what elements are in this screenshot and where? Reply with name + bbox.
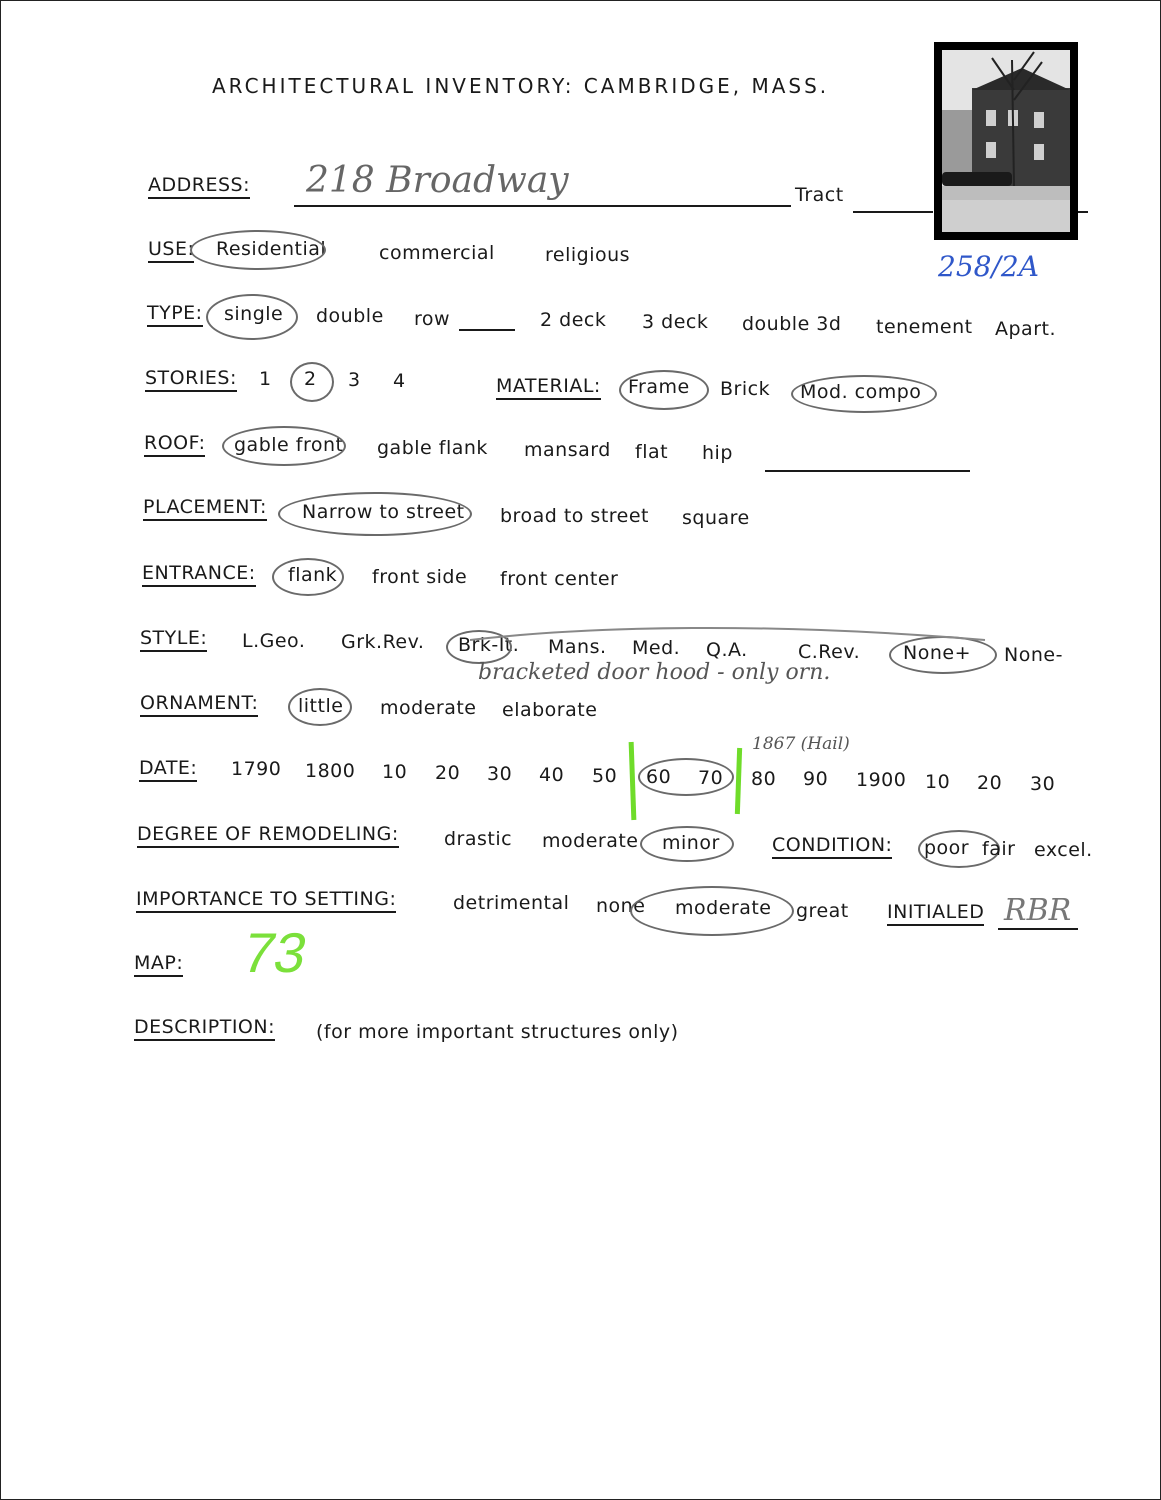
date-option: 20 (435, 762, 461, 784)
roof-option-hip: hip (702, 442, 733, 464)
date-option: 20 (977, 772, 1003, 794)
entrance-label: ENTRANCE: (142, 562, 256, 587)
ornament-option-moderate: moderate (380, 697, 477, 719)
type-option-double: double (316, 305, 384, 327)
date-option: 70 (698, 767, 724, 789)
date-option: 80 (751, 768, 777, 790)
roof-option-gable-flank: gable flank (377, 437, 488, 459)
address-value: 218 Broadway (306, 160, 569, 201)
initialed-line (998, 928, 1078, 930)
map-value: 73 (237, 921, 313, 984)
description-note: (for more important structures only) (316, 1021, 679, 1043)
selection-circle (791, 375, 937, 413)
building-photo (934, 42, 1078, 240)
selection-circle (206, 294, 298, 340)
selection-circle (638, 758, 734, 796)
style-option-qa: Q.A. (706, 639, 748, 661)
roof-option-flat: flat (635, 441, 669, 463)
type-label: TYPE: (147, 302, 203, 327)
selection-circle (278, 492, 472, 536)
placement-option-narrow: Narrow to street (302, 501, 465, 523)
importance-label: IMPORTANCE TO SETTING: (136, 888, 396, 913)
stories-option-2: 2 (304, 368, 317, 390)
stories-option-3: 3 (348, 369, 361, 391)
date-option: 1790 (231, 758, 282, 780)
initialed-value: RBR (1004, 893, 1072, 928)
photo-reference: 258/2A (938, 250, 1039, 283)
style-option-grk-rev: Grk.Rev. (341, 631, 425, 653)
style-option-none-minus: None- (1004, 644, 1063, 666)
use-option-residential: Residential (216, 238, 327, 260)
date-option: 1900 (856, 769, 907, 791)
ornament-option-little: little (298, 695, 344, 717)
selection-circle (290, 362, 334, 402)
condition-option-fair: fair (982, 838, 1016, 860)
condition-label: CONDITION: (772, 834, 892, 859)
date-option: 40 (539, 764, 565, 786)
selection-circle (190, 230, 326, 270)
roof-option-mansard: mansard (524, 439, 611, 461)
date-option: 30 (487, 763, 513, 785)
entrance-option-front-center: front center (500, 568, 619, 590)
date-option: 30 (1030, 773, 1056, 795)
use-option-commercial: commercial (379, 242, 495, 264)
roof-label: ROOF: (144, 432, 205, 457)
roof-option-gable-front: gable front (234, 434, 344, 456)
importance-option-great: great (796, 900, 849, 922)
type-option-double-3d: double 3d (742, 313, 842, 335)
ornament-label: ORNAMENT: (140, 692, 258, 717)
style-option-none-plus: None+ (903, 642, 971, 664)
initialed-label: INITIALED (887, 901, 984, 926)
roof-blank-line (765, 470, 970, 472)
type-option-tenement: tenement (876, 316, 973, 338)
material-option-mod-compo: Mod. compo (800, 381, 922, 403)
date-option: 1800 (305, 760, 356, 782)
style-option-med: Med. (632, 637, 681, 659)
style-option-brk-it: Brk-It. (458, 634, 520, 656)
style-option-mans: Mans. (548, 636, 607, 658)
placement-label: PLACEMENT: (143, 496, 267, 521)
address-line (294, 205, 791, 207)
style-strike-line (470, 618, 990, 648)
use-label: USE: (148, 238, 194, 263)
stories-option-4: 4 (393, 370, 406, 392)
stories-label: STORIES: (145, 367, 237, 392)
material-option-frame: Frame (628, 376, 690, 398)
use-option-religious: religious (545, 244, 631, 266)
remodeling-label: DEGREE OF REMODELING: (137, 823, 399, 848)
stories-option-1: 1 (259, 368, 272, 390)
address-label: ADDRESS: (148, 174, 250, 199)
selection-circle (272, 558, 344, 596)
selection-circle (630, 886, 794, 936)
date-option: 90 (803, 768, 829, 790)
type-option-apart: Apart. (995, 318, 1057, 340)
type-blank-line (459, 329, 515, 331)
condition-option-poor: poor (924, 837, 970, 859)
tract-label: Tract (795, 184, 844, 206)
tract-line-end (1078, 211, 1088, 213)
description-label: DESCRIPTION: (134, 1016, 275, 1041)
remodeling-option-minor: minor (662, 832, 720, 854)
material-option-brick: Brick (720, 378, 771, 400)
date-option: 10 (925, 771, 951, 793)
style-label: STYLE: (140, 627, 207, 652)
date-option: 60 (646, 766, 672, 788)
type-option-2-deck: 2 deck (540, 309, 607, 331)
remodeling-option-drastic: drastic (444, 828, 513, 850)
date-note: 1867 (Hail) (752, 734, 850, 754)
date-option: 10 (382, 761, 408, 783)
entrance-option-front-side: front side (372, 566, 468, 588)
type-option-single: single (224, 303, 284, 325)
selection-circle (640, 826, 734, 862)
ornament-option-elaborate: elaborate (502, 699, 598, 721)
material-label: MATERIAL: (496, 375, 601, 400)
importance-option-detrimental: detrimental (453, 892, 570, 914)
remodeling-option-moderate: moderate (542, 830, 639, 852)
selection-circle (288, 688, 352, 726)
placement-option-square: square (682, 507, 750, 529)
importance-option-none: none (596, 895, 646, 917)
style-option-c-rev: C.Rev. (798, 641, 861, 663)
style-option-l-geo: L.Geo. (242, 630, 306, 652)
style-note: bracketed door hood - only orn. (478, 660, 831, 685)
form-title: ARCHITECTURAL INVENTORY: CAMBRIDGE, MASS. (212, 74, 830, 98)
date-option: 50 (592, 765, 618, 787)
selection-circle (619, 370, 709, 410)
tract-line (853, 211, 933, 213)
condition-option-excel: excel. (1034, 839, 1093, 861)
importance-option-moderate: moderate (675, 897, 772, 919)
date-label: DATE: (139, 757, 197, 782)
map-label: MAP: (134, 952, 183, 977)
type-option-row: row (414, 308, 451, 330)
selection-circle (222, 426, 346, 466)
entrance-option-flank: flank (288, 564, 338, 586)
placement-option-broad: broad to street (500, 505, 650, 527)
type-option-3-deck: 3 deck (642, 311, 709, 333)
